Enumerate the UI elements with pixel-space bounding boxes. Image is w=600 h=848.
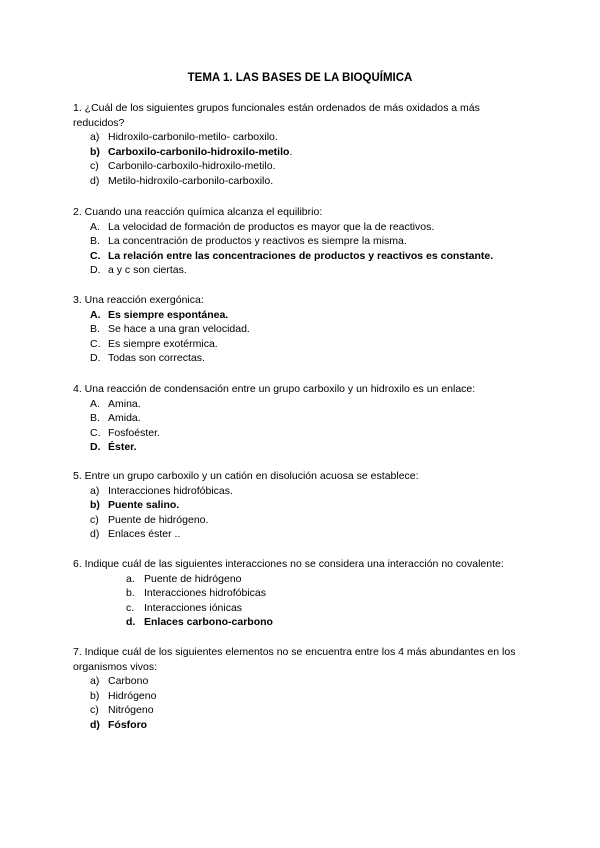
option-c <box>90 513 533 528</box>
option-text: Hidrógeno <box>108 689 157 702</box>
option-a <box>90 674 533 689</box>
question-text: 5. Entre un grupo carboxilo y un catión en disolución acuosa se establece: <box>73 470 419 482</box>
option-list <box>73 397 543 455</box>
option-a <box>126 572 553 587</box>
option-marker: b) <box>90 499 100 511</box>
option-text: La velocidad de formación de productos es mayor que la de reactivos. <box>108 220 435 233</box>
option-list <box>73 484 533 542</box>
option-marker: c. <box>126 601 135 614</box>
option-a <box>90 308 533 323</box>
option-text: a y c son ciertas. <box>108 264 187 276</box>
option-d <box>90 174 533 189</box>
option-text: Todas son correctas. <box>108 352 205 364</box>
option-text: Éster. <box>108 441 137 453</box>
question-4 <box>73 382 543 455</box>
question-3 <box>73 293 533 366</box>
option-d <box>90 440 543 455</box>
option-text: Hidroxilo-carbonilo-metilo- carboxilo. <box>108 131 278 143</box>
option-text: Es siempre exotérmica. <box>108 337 218 350</box>
option-marker: D. <box>90 441 101 453</box>
option-text: Amina. <box>108 397 141 410</box>
option-text: La concentración de productos y reactivos es siempre la misma. <box>108 235 407 247</box>
option-d <box>90 718 533 733</box>
option-marker: A. <box>90 220 100 233</box>
option-marker: b) <box>90 689 100 702</box>
option-marker: A. <box>90 308 101 321</box>
option-marker: d) <box>90 718 100 731</box>
option-text: Se hace a una gran velocidad. <box>108 323 250 335</box>
option-text: Carboxilo-carbonilo-hidroxilo-metilo <box>108 145 290 158</box>
option-list <box>73 572 553 630</box>
option-text: La relación entre las concentraciones de productos y reactivos es constante. <box>108 249 494 262</box>
option-c <box>126 601 553 616</box>
option-c <box>90 703 533 718</box>
option-a <box>90 397 543 412</box>
option-marker: d) <box>90 528 100 540</box>
option-d <box>90 527 533 542</box>
option-list <box>73 220 543 278</box>
option-marker: b) <box>90 145 100 158</box>
option-marker: d. <box>126 616 136 628</box>
option-c <box>90 337 533 352</box>
option-marker: a) <box>90 675 100 687</box>
option-b <box>90 689 533 704</box>
option-list <box>73 308 533 366</box>
option-text: Enlaces carbono-carbono <box>144 616 273 628</box>
option-text: Interacciones hidrofóbicas <box>144 587 266 599</box>
option-c <box>90 249 543 264</box>
option-d <box>90 351 533 366</box>
option-text: Metilo-hidroxilo-carbonilo-carboxilo. <box>108 174 274 187</box>
question-text: 4. Una reacción de condensación entre un grupo carboxilo y un hidroxilo es un enlace: <box>73 383 476 395</box>
option-b <box>90 322 533 337</box>
option-b <box>90 145 533 160</box>
option-text: Puente salino. <box>108 499 180 511</box>
option-marker: B. <box>90 235 100 247</box>
option-text: Carbonilo-carboxilo-hidroxilo-metilo. <box>108 160 276 172</box>
option-marker: c) <box>90 704 99 716</box>
option-marker: C. <box>90 337 101 350</box>
option-a <box>90 220 543 235</box>
option-marker: C. <box>90 249 101 262</box>
question-6 <box>73 557 553 630</box>
option-text: Puente de hidrógeno <box>144 572 242 585</box>
option-b <box>126 586 553 601</box>
question-2 <box>73 205 543 278</box>
option-d <box>126 615 553 630</box>
option-b <box>90 411 543 426</box>
option-c <box>90 426 543 441</box>
option-text: Es siempre espontánea. <box>108 308 229 321</box>
option-marker: C. <box>90 426 101 439</box>
question-5 <box>73 469 533 542</box>
option-text: Interacciones hidrofóbicas. <box>108 484 233 497</box>
question-text: 2. Cuando una reacción química alcanza el equilibrio: <box>73 206 323 218</box>
option-text: Carbono <box>108 675 149 687</box>
option-a <box>90 130 533 145</box>
question-text: 3. Una reacción exergónica: <box>73 294 204 306</box>
option-marker: B. <box>90 323 100 335</box>
option-marker: A. <box>90 397 100 410</box>
option-text: Fosfoéster. <box>108 426 160 439</box>
option-text: Nitrógeno <box>108 704 154 716</box>
option-text: Amida. <box>108 412 141 424</box>
option-a <box>90 484 533 499</box>
option-marker: B. <box>90 412 100 424</box>
option-marker: d) <box>90 174 100 187</box>
option-tail: . <box>289 145 293 158</box>
option-b <box>90 234 543 249</box>
page-title: TEMA 1. LAS BASES DE LA BIOQUÍMICA <box>187 72 413 84</box>
option-marker: D. <box>90 352 101 364</box>
option-list <box>73 674 533 732</box>
option-text: Puente de hidrógeno. <box>108 513 209 526</box>
question-7 <box>73 645 533 732</box>
question-1 <box>73 101 533 188</box>
option-b <box>90 498 533 513</box>
option-marker: a) <box>90 484 100 497</box>
question-text: 1. ¿Cuál de los siguientes grupos funcionales están ordenados de más oxidados a más reducidos? <box>73 102 480 129</box>
option-text: Interacciones iónicas <box>144 601 243 614</box>
option-text: Fósforo <box>108 718 148 731</box>
option-marker: b. <box>126 587 135 599</box>
option-c <box>90 159 533 174</box>
option-marker: c) <box>90 513 99 526</box>
option-marker: c) <box>90 160 99 172</box>
question-text: 6. Indique cuál de las siguientes interacciones no se considera una interacción no covalente: <box>73 558 504 570</box>
option-d <box>90 263 543 278</box>
option-marker: D. <box>90 264 101 276</box>
option-text: Enlaces éster .. <box>108 528 181 540</box>
option-marker: a) <box>90 131 100 143</box>
question-text: 7. Indique cuál de los siguientes elementos no se encuentra entre los 4 más abundantes en los organismos vivos: <box>73 646 516 673</box>
option-list <box>73 130 533 188</box>
option-marker: a. <box>126 572 135 585</box>
